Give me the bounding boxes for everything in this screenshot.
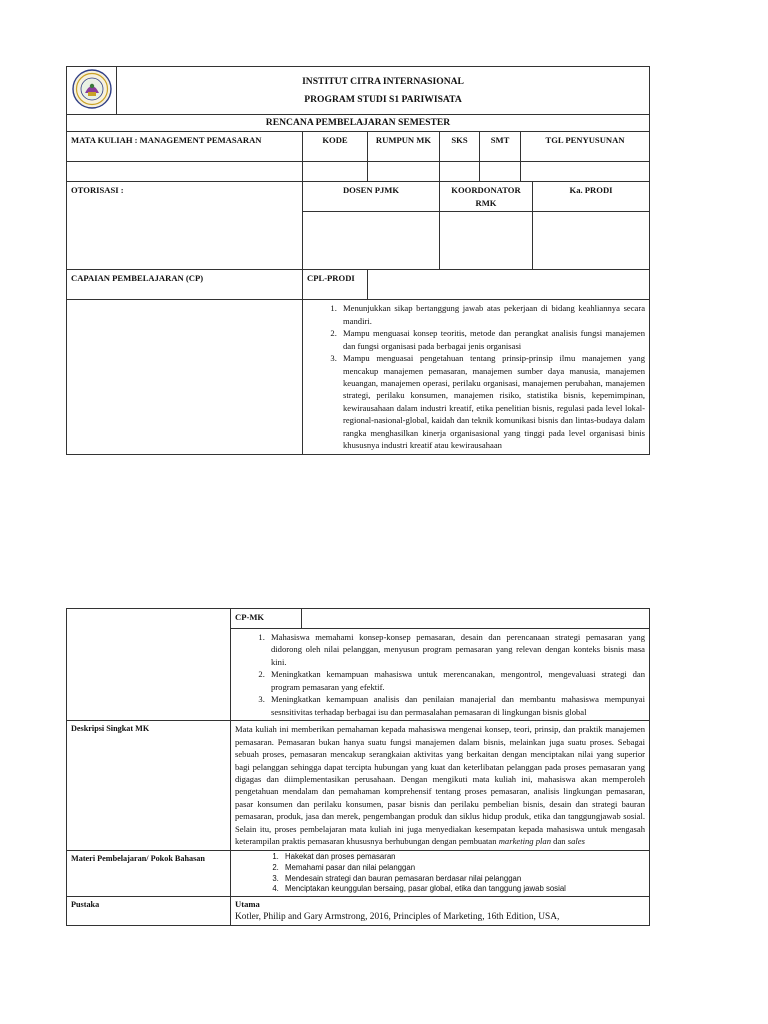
kaprodi-header: Ka. PRODI bbox=[533, 182, 650, 212]
rps-header-table bbox=[66, 66, 650, 455]
dosen-signature bbox=[303, 212, 440, 270]
logo-cell bbox=[67, 67, 117, 115]
pustaka-cell bbox=[231, 897, 650, 926]
smt-value bbox=[480, 162, 521, 182]
kaprodi-signature bbox=[533, 212, 650, 270]
rps-detail-table bbox=[66, 608, 650, 926]
tgl-value bbox=[521, 162, 650, 182]
mata-kuliah-value bbox=[67, 162, 303, 182]
cpl-item: 3. Mampu menguasai pengetahuan tentang prinsip-prinsip ilmu manajemen yang mencakup manajemen pemasaran, manajemen sumber daya manusia, manajemen keuangan, manajemen operasi, perilaku organisasi, manajemen perubahan, manajemen strategi, perilaku konsumen, manajemen risiko, statistika bisnis, kepemimpinan, kewirausahaan dalam industri kreatif, etika penelitian bisnis, regulasi pada level lokal-regional-nasional-global, kaidah dan teknik komunikasi bisnis dan lintas-budaya dalam rangka menghasilkan kinerja organisasional yang tinggi pada level organisasi binis khususnya industri kreatif atau kewirausahaan bbox=[339, 352, 645, 452]
program-name: PROGRAM STUDI S1 PARIWISATA bbox=[304, 93, 462, 105]
koordinator-signature bbox=[440, 212, 533, 270]
pustaka-label: Pustaka bbox=[67, 897, 231, 926]
cpmk-left-empty bbox=[67, 609, 231, 721]
dosen-header: DOSEN PJMK bbox=[303, 182, 440, 212]
materi-item: 3. Mendesain strategi dan bauran pemasaran berdasar nilai pelanggan bbox=[281, 874, 645, 885]
cp-left-empty bbox=[67, 300, 303, 454]
cpl-list-cell bbox=[303, 300, 650, 454]
cpl-item: 1. Menunjukkan sikap bertanggung jawab atas pekerjaan di bidang keahliannya secara mandiri. bbox=[339, 302, 645, 327]
deskripsi-label: Deskripsi Singkat MK bbox=[67, 721, 231, 851]
cpl-prodi-label: CPL-PRODI bbox=[303, 270, 368, 300]
rumpun-value bbox=[368, 162, 440, 182]
deskripsi-italic-1: marketing plan bbox=[498, 836, 551, 847]
document-title: RENCANA PEMBELAJARAN SEMESTER bbox=[67, 115, 650, 132]
materi-item: 4. Menciptakan keunggulan bersaing, pasar global, etika dan tanggung jawab sosial bbox=[281, 884, 645, 895]
institution-title-block bbox=[117, 67, 650, 115]
smt-header: SMT bbox=[480, 132, 521, 162]
deskripsi-body: Mata kuliah ini memberikan pemahaman kepada mahasiswa mengenai konsep, teori, prinsip, dan praktik manajemen pemasaran. Pemasaran bukan hanya suatu fungsi manajemen dalam bisnis, melainkan juga suatu proses. Sebagai sebuah proses, pemasaran mencakup serangkaian aktivitas yang berkaitan dengan menciptakan nilai yang superior bagi pelanggan sehingga dapat tercipta hubungan yang kuat dan keterlibatan pelanggan pada proses pemasaran yang digagas dan diimplementasikan perusahaan. Dengan mengikuti mata kuliah ini, mahasiswa akan memperoleh pengetahuan mendalam dan pemahaman komprehensif tentang proses pemasaran, analisis lingkungan pemasaran, pasar konsumen dan perilaku konsumen, pasar bisnis dan perilaku pembelian bisnis, desain dan strategi bauran pemasaran, produk, jasa dan merek, pengembangan produk dan siklus hidup produk, etika dan tanggungjawab sosial. Selain itu, proses pembelajaran mata kuliah ini juga menyediakan kesempatan kepada mahasiswa untuk mengasah keterampilan praktis pemasaran khususnya berhubungan dengan pembuatan bbox=[235, 724, 645, 847]
kode-header: KODE bbox=[303, 132, 368, 162]
materi-label: Materi Pembelajaran/ Pokok Bahasan bbox=[67, 850, 231, 897]
materi-list-cell bbox=[231, 850, 650, 897]
sks-header: SKS bbox=[440, 132, 480, 162]
otorisasi-cell: OTORISASI : bbox=[67, 182, 303, 270]
deskripsi-italic-2: sales bbox=[567, 836, 585, 847]
kode-value bbox=[303, 162, 368, 182]
cpmk-label-empty bbox=[302, 609, 650, 629]
cpmk-list bbox=[235, 631, 645, 718]
cpmk-list-cell bbox=[231, 629, 650, 721]
sks-value bbox=[440, 162, 480, 182]
pustaka-ref-1: Kotler, Philip and Gary Armstrong, 2016, Principles of Marketing, 16th Edition, USA, bbox=[235, 911, 560, 922]
rumpun-header: RUMPUN MK bbox=[368, 132, 440, 162]
materi-item: 1. Hakekat dan proses pemasaran bbox=[281, 852, 645, 863]
cpmk-item: 3. Meningkatkan kemampuan analisis dan penilaian manajerial dan membantu mahasiswa mempunyai sesnsitivitas terhadap berbagai isu dan permasalahan pemasaran di lingkungan bisnis global bbox=[267, 693, 645, 718]
deskripsi-text bbox=[231, 721, 650, 851]
materi-list bbox=[235, 852, 645, 896]
cpl-list bbox=[307, 302, 645, 451]
cpmk-item: 2. Meningkatkan kemampuan mahasiswa untuk merencanakan, mengontrol, mengevaluasi strategi dan program pemasaran yang efektif. bbox=[267, 668, 645, 693]
mata-kuliah-cell: MATA KULIAH : MANAGEMENT PEMASARAN bbox=[67, 132, 303, 162]
cpmk-label: CP-MK bbox=[231, 609, 302, 629]
cpl-item: 2. Mampu menguasai konsep teoritis, metode dan perangkat analisis fungsi manajemen dan fungsi organisasi pada berbagai jenis organisasi bbox=[339, 327, 645, 352]
institution-name: INSTITUT CITRA INTERNASIONAL bbox=[302, 75, 464, 87]
cp-label: CAPAIAN PEMBELAJARAN (CP) bbox=[67, 270, 303, 300]
university-seal-icon bbox=[72, 69, 112, 109]
koordinator-header: KOORDONATOR RMK bbox=[440, 182, 533, 212]
cpmk-item: 1. Mahasiswa memahami konsep-konsep pemasaran, desain dan perencanaan strategi pemasaran yang didorong oleh nilai pelanggan, menyusun program pemasaran yang relevan dengan konteks bisnis masa kini. bbox=[267, 631, 645, 668]
tgl-header: TGL PENYUSUNAN bbox=[521, 132, 650, 162]
materi-item: 2. Memahami pasar dan nilai pelanggan bbox=[281, 863, 645, 874]
pustaka-utama: Utama bbox=[235, 899, 260, 910]
cpl-prodi-empty bbox=[368, 270, 650, 300]
deskripsi-conj: dan bbox=[553, 836, 566, 847]
